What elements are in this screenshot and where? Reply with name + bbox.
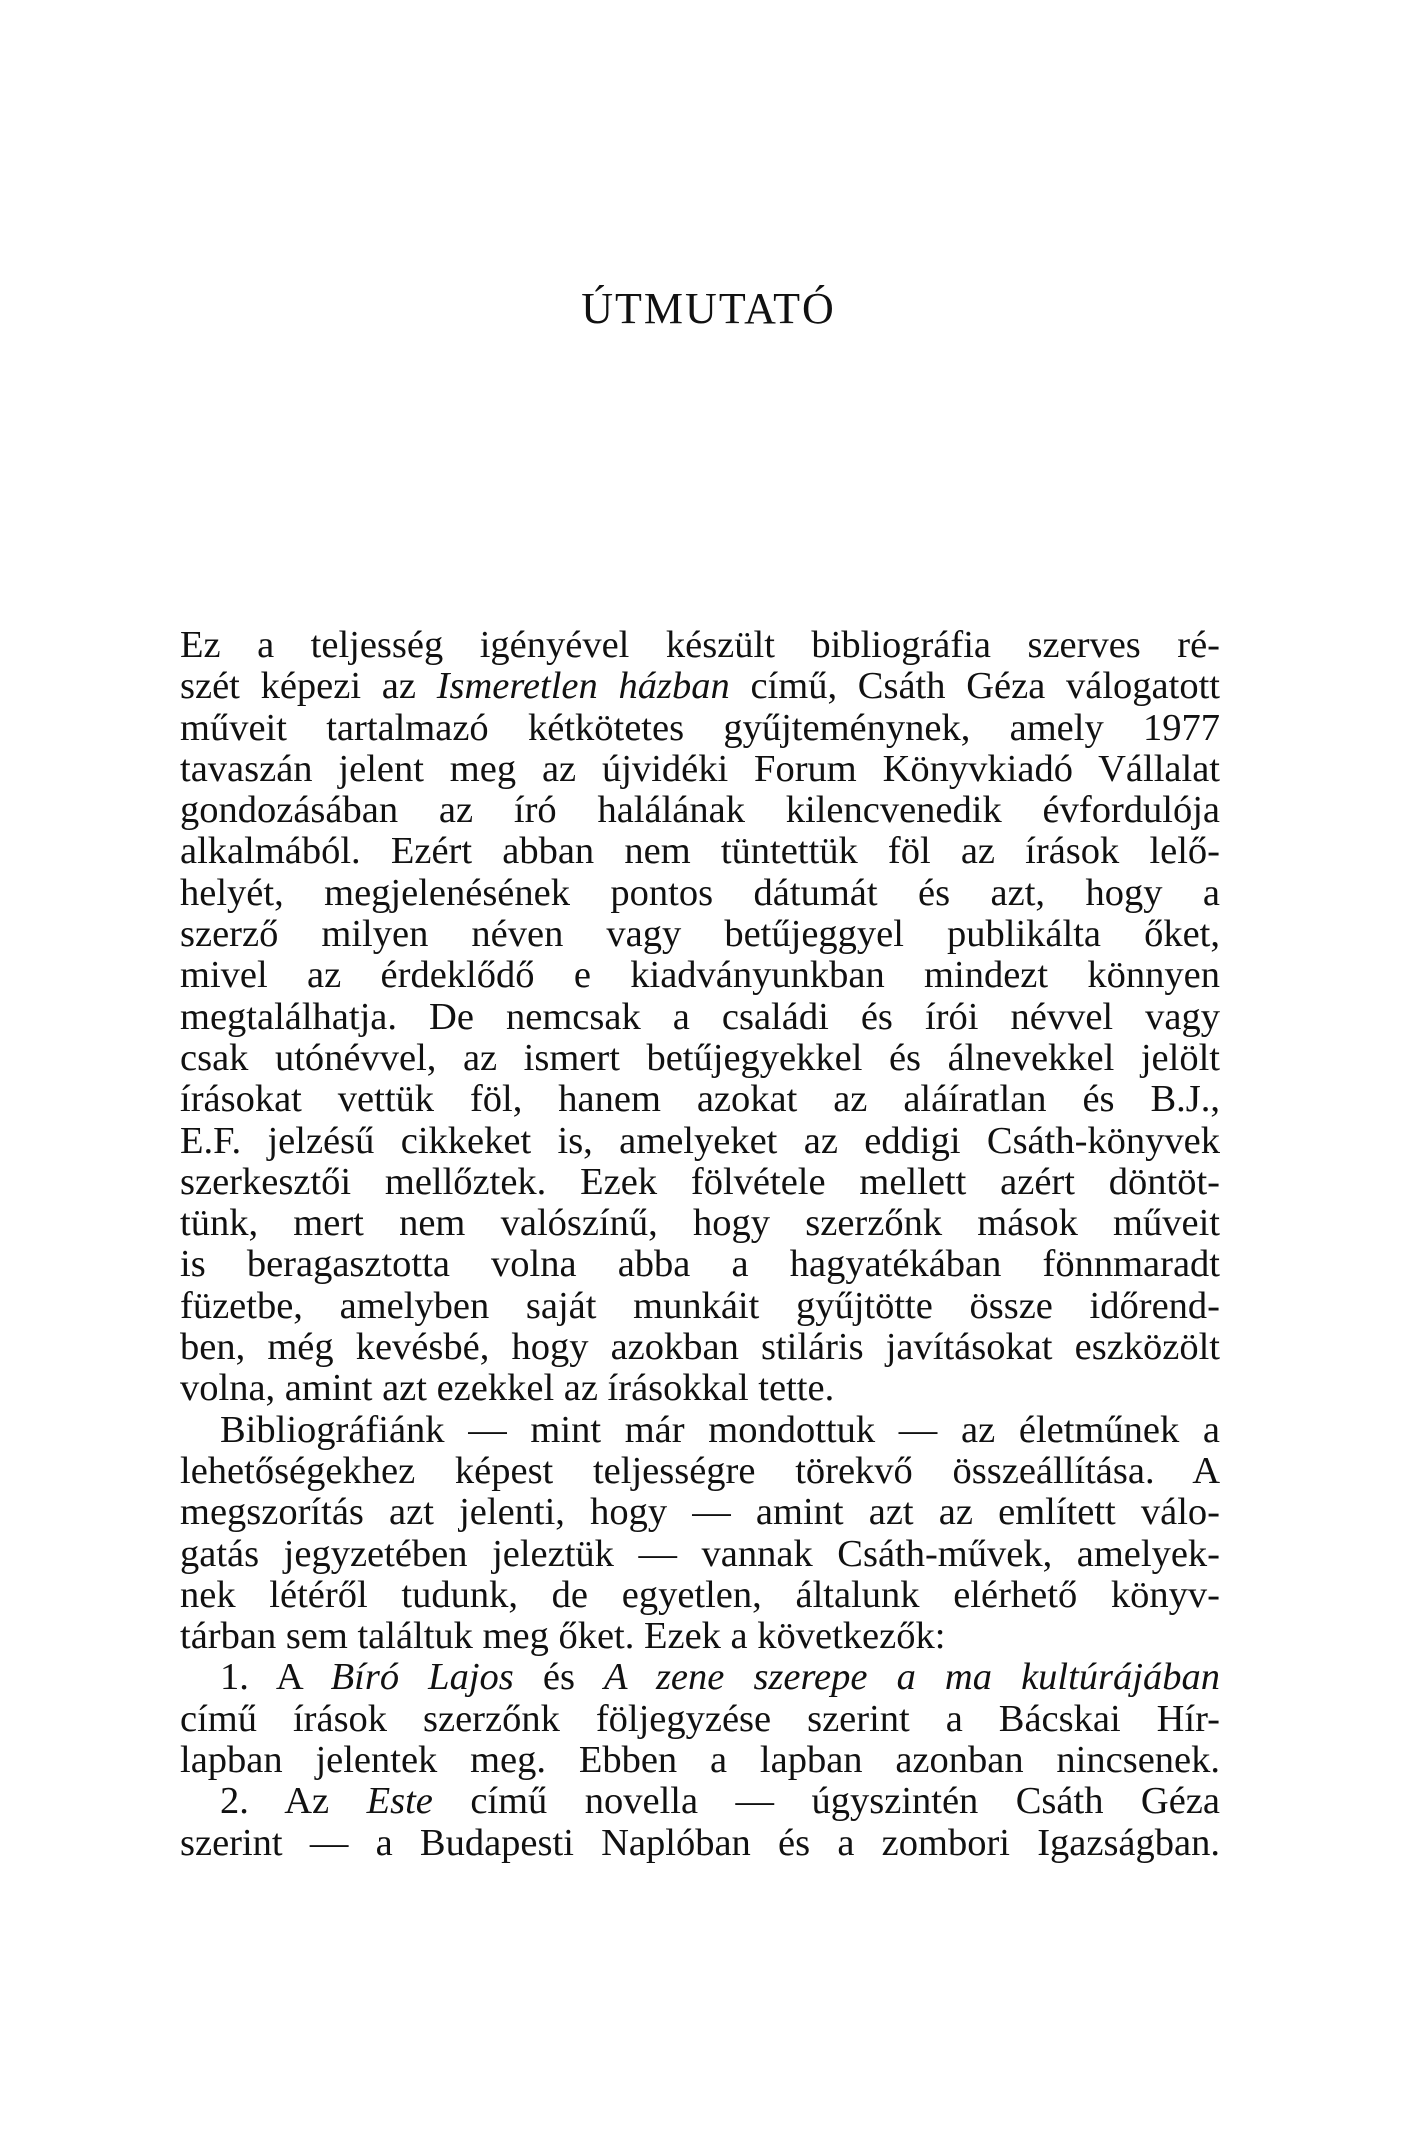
text-line	[180, 997, 1220, 1038]
text-segment: című írások szerzőnk följegyzése szerint a Bácskai Hír-	[180, 1698, 1220, 1740]
text-segment: gondozásában az író halálának kilencvenedik évfordulója	[180, 790, 1220, 832]
text-segment: műveit tartalmazó kétkötetes gyűjteménynek, amely 1977	[180, 707, 1220, 749]
text-segment: megszorítás azt jelenti, hogy — amint azt az említett válo-	[180, 1492, 1220, 1534]
text-line	[180, 1368, 1220, 1409]
text-segment: tavaszán jelent meg az újvidéki Forum Könyvkiadó Vállalat	[180, 748, 1220, 790]
text-segment: gatás jegyzetében jeleztük — vannak Csáth-művek, amelyek-	[180, 1533, 1220, 1575]
text-line	[180, 1244, 1220, 1285]
text-segment: helyét, megjelenésének pontos dátumát és azt, hogy a	[180, 872, 1220, 914]
text-line	[180, 955, 1220, 996]
page-title: ÚTMUTATÓ	[581, 284, 836, 333]
text-line	[180, 914, 1220, 955]
text-line	[180, 1534, 1220, 1575]
text-line	[180, 1162, 1220, 1203]
text-line	[180, 831, 1220, 872]
text-segment: E.F. jelzésű cikkeket is, amelyeket az eddigi Csáth-könyvek	[180, 1120, 1220, 1162]
italic-title-text: Este	[366, 1781, 433, 1823]
text-segment: nek létéről tudunk, de egyetlen, általunk elérhető könyv-	[180, 1574, 1220, 1616]
text-line	[180, 1286, 1220, 1327]
italic-title-text: A zene szerepe a ma kultúrájában	[604, 1657, 1220, 1699]
text-line	[180, 1038, 1220, 1079]
text-segment: alkalmából. Ezért abban nem tüntettük föl az írások lelő-	[180, 831, 1220, 873]
text-segment: szerkesztői mellőztek. Ezek fölvétele mellett azért döntöt-	[180, 1161, 1220, 1203]
text-segment: Bibliográfiánk — mint már mondottuk — az életműnek a	[220, 1409, 1220, 1451]
text-segment: ben, még kevésbé, hogy azokban stiláris javításokat eszközölt	[180, 1327, 1220, 1369]
text-segment: szerint — a Budapesti Naplóban és a zombori Igazságban.	[180, 1822, 1220, 1864]
text-line	[180, 1657, 1220, 1698]
text-segment: szét képezi az	[180, 666, 437, 708]
text-line	[180, 1410, 1220, 1451]
text-segment: lapban jelentek meg. Ebben a lapban azonban nincsenek.	[180, 1740, 1220, 1782]
text-line	[180, 749, 1220, 790]
text-segment: füzetbe, amelyben saját munkáit gyűjtötte össze időrend-	[180, 1285, 1220, 1327]
text-segment: szerző milyen néven vagy betűjeggyel publikálta őket,	[180, 914, 1220, 956]
text-segment: lehetőségekhez képest teljességre törekvő összeállítása. A	[180, 1450, 1220, 1492]
text-segment: is beragasztotta volna abba a hagyatékában fönnmaradt	[180, 1244, 1220, 1286]
text-line	[180, 790, 1220, 831]
text-segment: című novella — úgyszintén Csáth Géza	[432, 1781, 1220, 1823]
body-text	[180, 625, 1220, 1864]
text-segment: írásokat vettük föl, hanem azokat az aláíratlan és B.J.,	[180, 1079, 1220, 1121]
text-line	[180, 1492, 1220, 1533]
text-line	[180, 1079, 1220, 1120]
text-line	[180, 1327, 1220, 1368]
text-segment: tünk, mert nem valószínű, hogy szerzőnk mások műveit	[180, 1203, 1220, 1245]
text-line	[180, 708, 1220, 749]
text-line	[180, 1121, 1220, 1162]
text-segment: Ez a teljesség igényével készült bibliográfia szerves ré-	[180, 625, 1220, 666]
text-line	[180, 1203, 1220, 1244]
text-line	[180, 1451, 1220, 1492]
text-segment: 2. Az	[220, 1781, 367, 1823]
text-line	[180, 1699, 1220, 1740]
text-line	[180, 666, 1220, 707]
text-segment: megtalálhatja. De nemcsak a családi és írói névvel vagy	[180, 996, 1220, 1038]
text-segment: volna, amint azt ezekkel az írásokkal tette.	[180, 1368, 835, 1410]
text-line	[180, 1616, 1220, 1657]
text-line	[180, 625, 1220, 666]
italic-title-text: Bíró Lajos	[330, 1657, 514, 1699]
text-line	[180, 1781, 1220, 1822]
text-segment: és	[513, 1657, 605, 1699]
text-line	[180, 1575, 1220, 1616]
text-segment: című, Csáth Géza válogatott	[729, 666, 1220, 708]
text-segment: 1. A	[220, 1657, 331, 1699]
text-line	[180, 1740, 1220, 1781]
text-line	[180, 873, 1220, 914]
text-segment: csak utónévvel, az ismert betűjegyekkel és álnevekkel jelölt	[180, 1037, 1220, 1079]
text-line	[180, 1823, 1220, 1864]
text-segment: mivel az érdeklődő e kiadványunkban mindezt könnyen	[180, 955, 1220, 997]
text-segment: tárban sem találtuk meg őket. Ezek a következők:	[180, 1616, 946, 1658]
italic-title-text: Ismeretlen házban	[436, 666, 730, 708]
